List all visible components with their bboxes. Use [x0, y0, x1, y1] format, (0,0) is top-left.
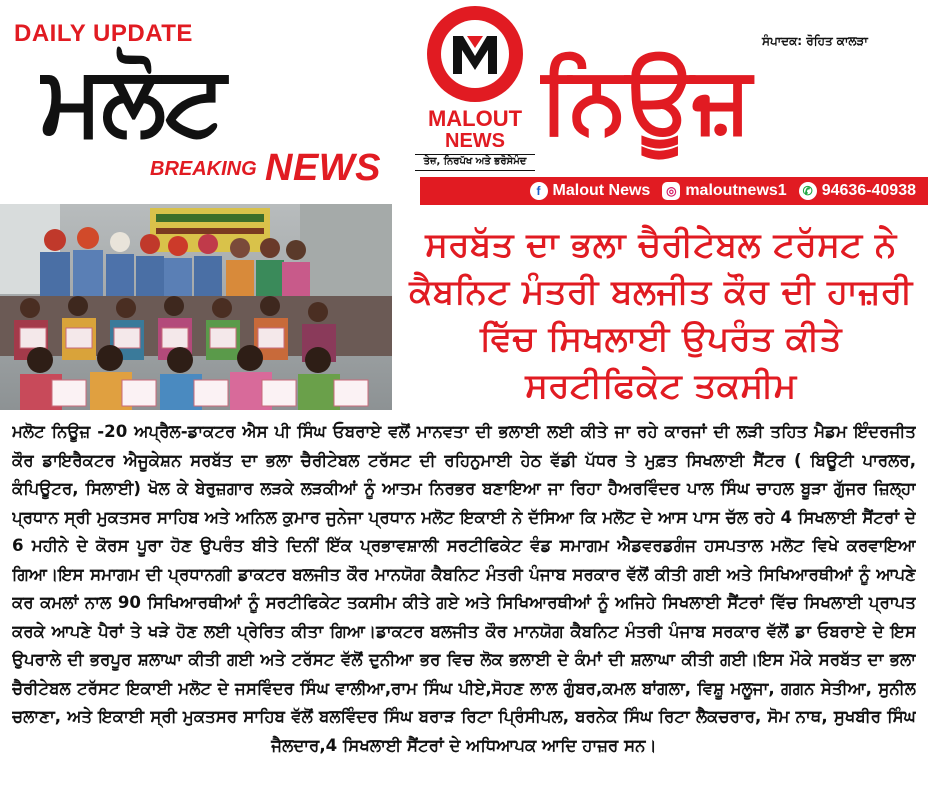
- back-row-people: [40, 227, 310, 302]
- logo-tagline: ਤੇਜ਼, ਨਿਰਪੱਖ ਅਤੇ ਭਰੋਸੇਮੰਦ: [415, 154, 535, 171]
- event-photo: [0, 204, 392, 410]
- whatsapp-number: 94636-40938: [821, 182, 916, 199]
- logo-text-news: NEWS: [445, 130, 505, 152]
- facebook-handle: Malout News: [552, 182, 651, 199]
- masthead: [0, 0, 928, 200]
- whatsapp-icon: ✆: [799, 182, 817, 200]
- facebook-link[interactable]: [530, 182, 651, 200]
- logo-emblem: [427, 6, 523, 102]
- whatsapp-link[interactable]: [799, 182, 916, 200]
- middle-row-people: [0, 296, 392, 362]
- facebook-icon: f: [530, 182, 548, 200]
- breaking-label: BREAKING: [150, 158, 257, 180]
- malout-news-logo: [413, 6, 533, 176]
- daily-update-label: DAILY UPDATE: [14, 20, 193, 47]
- social-bar: [420, 177, 928, 205]
- headline: ਸਰਬੱਤ ਦਾ ਭਲਾ ਚੈਰੀਟੇਬਲ ਟਰੱਸਟ ਨੇ ਕੈਬਨਿਟ ਮੰਤਰੀ ਬਲਜੀਤ ਕੌਰ ਦੀ ਹਾਜ਼ਰੀ ਵਿੱਚ ਸਿਖਲਾਈ ਉਪਰੰਤ ਕੀਤੇ ਸਰਟੀਫਿਕੇਟ ਤਕਸੀਮ: [409, 225, 913, 406]
- instagram-link[interactable]: [662, 182, 786, 200]
- m-monogram-icon: [449, 30, 501, 78]
- logo-text-malout: MALOUT: [427, 106, 523, 131]
- instagram-handle: maloutnews1: [685, 182, 787, 199]
- instagram-icon: ◎: [662, 182, 680, 200]
- article-body: ਮਲੋਟ ਨਿਊਜ਼ -20 ਅਪ੍ਰੈਲ-ਡਾਕਟਰ ਐਸ ਪੀ ਸਿੰਘ ਓਬਰਾਏ ਵਲੋਂ ਮਾਨਵਤਾ ਦੀ ਭਲਾਈ ਲਈ ਕੀਤੇ ਜਾ ਰਹੇ ਕਾਰਜਾਂ ਦੀ ਲੜੀ ਤਹਿਤ ਮੈਡਮ ਇੰਦਰਜੀਤ ਕੌਰ ਡਾਇਰੈਕਟਰ ਐਜੂਕੇਸ਼ਨ ਸਰਬੱਤ ਦਾ ਭਲਾ ਚੈਰੀਟੇਬਲ ਟਰੱਸਟ ਦੀ ਰਹਿਨੁਮਾਈ ਹੇਠ ਵੱਡੀ ਪੱਧਰ ਤੇ ਮੁਫ਼ਤ ਸਿਖਲਾਈ ਸੈਂਟਰ ( ਬਿਊਟੀ ਪਾਰਲਰ, ਕੰਪਿਊਟਰ, ਸਿਲਾਈ) ਖੋਲ ਕੇ ਬੇਰੁਜ਼ਗਾਰ ਲੜਕੇ ਲੜਕੀਆਂ ਨੂੰ ਆਤਮ ਨਿਰਭਰ ਬਣਾਇਆ ਜਾ ਰਿਹਾ ਹੈਅਰਵਿੰਦਰ ਪਾਲ ਸਿੰਘ ਚਾਹਲ ਬੂੜਾ ਗੁੱਜਰ ਜ਼ਿਲ੍ਹਾ ਪ੍ਰਧਾਨ ਸ੍ਰੀ ਮੁਕਤਸਰ ਸਾਹਿਬ ਅਤੇ ਅਨਿਲ ਕੁਮਾਰ ਜੁਨੇਜਾ ਪ੍ਰਧਾਨ ਮਲੋਟ ਇਕਾਈ ਨੇ ਦੱਸਿਆ ਕਿ ਮਲੋਟ ਦੇ ਆਸ ਪਾਸ ਚੱਲ ਰਹੇ 4 ਸਿਖਲਾਈ ਸੈਂਟਰਾਂ ਦੇ 6 ਮਹੀਨੇ ਦੇ ਕੋਰਸ ਪੂਰਾ ਹੋਣ ਉਪਰੰਤ ਬੀਤੇ ਦਿਨੀਂ ਇੱਕ ਪ੍ਰਭਾਵਸ਼ਾਲੀ ਸਰਟੀਫਿਕੇਟ ਵੰਡ ਸਮਾਗਮ ਐਡਵਰਡਗੰਜ ਹਸਪਤਾਲ ਮਲੋਟ ਵਿਖੇ ਕਰਵਾਇਆ ਗਿਆ।ਇਸ ਸਮਾਗਮ ਦੀ ਪ੍ਰਧਾਨਗੀ ਡਾਕਟਰ ਬਲਜੀਤ ਕੌਰ ਮਾਨਯੋਗ ਕੈਬਨਿਟ ਮੰਤਰੀ ਪੰਜਾਬ ਸਰਕਾਰ ਵੱਲੋਂ ਕੀਤੀ ਗਈ ਅਤੇ ਸਿਖਿਆਰਥੀਆਂ ਨੂੰ ਆਪਣੇ ਕਰ ਕਮਲਾਂ ਨਾਲ 90 ਸਿਖਿਆਰਥੀਆਂ ਨੂੰ ਸਰਟੀਫਿਕੇਟ ਤਕਸੀਮ ਕੀਤੇ ਗਏ ਅਤੇ ਸਿਖਿਆਰਥੀਆਂ ਨੂੰ ਅਜਿਹੇ ਸਿਖਲਾਈ ਸੈਂਟਰਾਂ ਵਿੱਚ ਸਿਖਲਾਈ ਪ੍ਰਾਪਤ ਕਰਕੇ ਆਪਣੇ ਪੈਰਾਂ ਤੇ ਖੜੇ ਹੋਣ ਲਈ ਪ੍ਰੇਰਿਤ ਕੀਤਾ ਗਿਆ।ਡਾਕਟਰ ਬਲਜੀਤ ਕੌਰ ਮਾਨਯੋਗ ਕੈਬਨਿਟ ਮੰਤਰੀ ਪੰਜਾਬ ਸਰਕਾਰ ਵੱਲੋਂ ਡਾ ਓਬਰਾਏ ਦੇ ਇਸ ਉਪਰਾਲੇ ਦੀ ਭਰਪੂਰ ਸ਼ਲਾਘਾ ਕੀਤੀ ਗਈ ਅਤੇ ਟਰੱਸਟ ਵੱਲੋਂ ਦੁਨੀਆ ਭਰ ਵਿਚ ਲੋਕ ਭਲਾਈ ਦੇ ਕੰਮਾਂ ਦੀ ਸ਼ਲਾਘਾ ਕੀਤੀ ਗਈ।ਇਸ ਮੌਕੇ ਸਰਬੱਤ ਦਾ ਭਲਾ ਚੈਰੀਟੇਬਲ ਟਰੱਸਟ ਇਕਾਈ ਮਲੋਟ ਦੇ ਜਸਵਿੰਦਰ ਸਿੰਘ ਵਾਲੀਆ,ਰਾਮ ਸਿੰਘ ਪੀਏ,ਸੋਹਣ ਲਾਲ ਗੁੰਬਰ,ਕਮਲ ਬਾਂਗਲਾ, ਵਿਸ਼ੂ ਮਲੂਜਾ, ਗਗਨ ਸੇਤੀਆ, ਸੁਨੀਲ ਚਲਾਣਾ, ਅਤੇ ਇਕਾਈ ਸ੍ਰੀ ਮੁਕਤਸਰ ਸਾਹਿਬ ਵੱਲੋਂ ਬਲਵਿੰਦਰ ਸਿੰਘ ਬਰਾੜ ਰਿਟਾ ਪ੍ਰਿੰਸੀਪਲ, ਬਰਨੇਕ ਸਿੰਘ ਰਿਟਾ ਲੈਕਚਰਾਰ, ਸੋਮ ਨਾਥ, ਸੁਖਬੀਰ ਸਿੰਘ ਜੈਲਦਾਰ,4 ਸਿਖਲਾਈ ਸੈਂਟਰਾਂ ਦੇ ਅਧਿਆਪਕ ਆਦਿ ਹਾਜ਼ਰ ਸਨ।: [12, 422, 916, 755]
- masthead-title-right: ਨਿਊਜ਼: [540, 46, 751, 153]
- breaking-news-label: NEWS: [265, 147, 381, 189]
- masthead-title-left: ਮਲੋਟ: [40, 44, 224, 156]
- editor-credit: ਸੰਪਾਦਕ: ਰੋਹਿਤ ਕਾਲੜਾ: [762, 34, 868, 48]
